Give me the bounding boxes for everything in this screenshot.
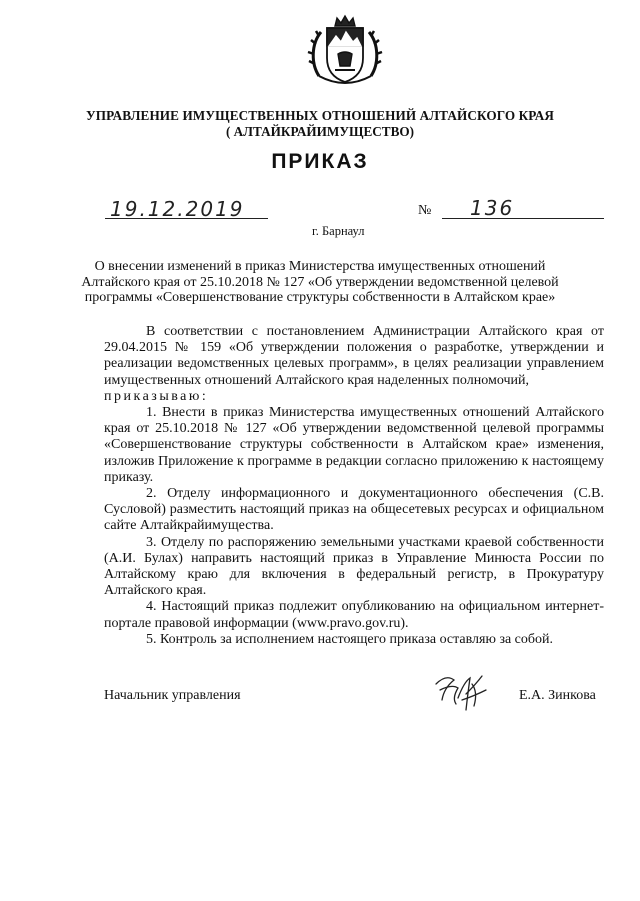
order-word: приказываю:: [104, 388, 209, 404]
order-item-3: 3. Отделу по распоряжению земельными участками краевой собственности (А.И. Булах) направить настоящий приказ в Управление Минюста России по Алтайскому краю для включения в федеральный регистр, в Прокуратуру Алтайского края.: [104, 534, 604, 599]
document-type-title: ПРИКАЗ: [271, 150, 369, 173]
order-item-5: 5. Контроль за исполнением настоящего приказа оставляю за собой.: [146, 631, 554, 647]
coat-of-arms-icon: [305, 14, 385, 94]
order-word-line: [104, 389, 604, 405]
order-body: [104, 324, 604, 648]
date-underline: [105, 218, 268, 219]
number-underline: [442, 218, 604, 219]
organization-name: УПРАВЛЕНИЕ ИМУЩЕСТВЕННЫХ ОТНОШЕНИЙ АЛТАЙСКОГО КРАЯ: [86, 108, 554, 123]
order-item-4: 4. Настоящий приказ подлежит опубликованию на официальном интернет-портале правовой информации (www.pravo.gov.ru).: [104, 599, 604, 631]
order-number: 136: [470, 196, 515, 220]
order-item-1: 1. Внести в приказ Министерства имущественных отношений Алтайского края от 25.10.2018 № 127 «Об утверждении ведомственной целевой программы «Совершенствование структуры собственности в Алтайском крае» изменения, изложив Приложение к программе в редакции согласно приложению к настоящему приказу.: [104, 405, 604, 485]
preamble-paragraph: В соответствии с постановлением Администрации Алтайского края от 29.04.2015 № 159 «Об утверждении положения о разработке, утверждении и реализации ведомственных целевых программ», в целях реализации управлением имущественных отношений Алтайского края наделенных полномочий,: [104, 324, 604, 388]
number-sign: №: [418, 203, 432, 218]
order-subject: О внесении изменений в приказ Министерства имущественных отношений Алтайского края от 25.10.2018 № 127 «Об утверждении ведомственной целевой программы «Совершенствование структуры собственности в Алтайском крае»: [81, 259, 559, 305]
order-item-2: 2. Отделу информационного и документационного обеспечения (С.В. Сусловой) разместить настоящий приказ на общесетевых ресурсах и официальном сайте Алтайкрайимущества.: [104, 486, 604, 534]
signer-name: Е.А. Зинкова: [519, 688, 596, 703]
organization-short-name: ( АЛТАЙКРАЙИМУЩЕСТВО): [225, 124, 415, 139]
order-date: 19.12.2019: [110, 197, 245, 221]
signer-position: Начальник управления: [104, 688, 241, 703]
city: г. Барнаул: [312, 224, 365, 238]
handwritten-signature-icon: [432, 670, 492, 715]
